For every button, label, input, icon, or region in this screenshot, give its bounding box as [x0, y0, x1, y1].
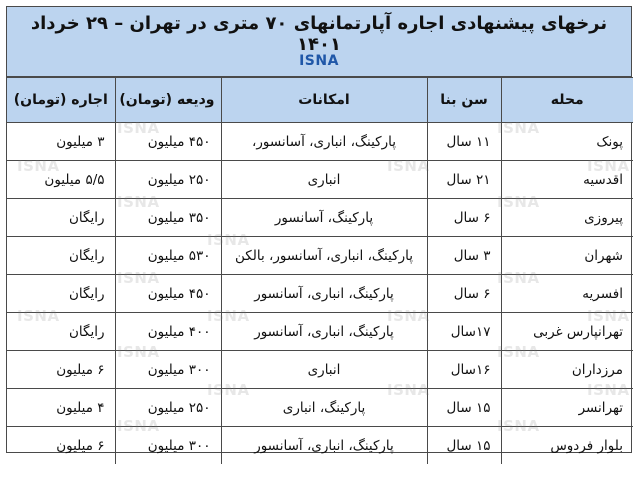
table-row	[7, 123, 633, 161]
isna-watermark: ISNA	[387, 157, 430, 175]
cell-neighborhood: پونک	[501, 123, 633, 161]
cell-deposit: ۲۵۰ میلیون	[115, 389, 221, 427]
cell-facilities: پارکینگ، انباری، آسانسور	[221, 313, 427, 351]
isna-watermark: ISNA	[497, 119, 540, 137]
cell-rent: ۵/۵ میلیون	[7, 161, 115, 199]
cell-neighborhood: تهرانپارس غربی	[501, 313, 633, 351]
cell-age: ۶ سال	[427, 199, 501, 237]
column-header-deposit: ودیعه (تومان)	[115, 78, 221, 123]
isna-watermark: ISNA	[17, 157, 60, 175]
isna-watermark: ISNA	[117, 269, 160, 287]
page-title: نرخهای پیشنهادی اجاره آپارتمانهای ۷۰ متری در تهران – ۲۹ خرداد ۱۴۰۱	[30, 13, 608, 55]
isna-watermark: ISNA	[387, 381, 430, 399]
column-header-neighborhood: محله	[501, 78, 633, 123]
cell-age: ۱۶سال	[427, 351, 501, 389]
cell-rent: رایگان	[7, 199, 115, 237]
cell-neighborhood: پیروزی	[501, 199, 633, 237]
isna-watermark: ISNA	[387, 307, 430, 325]
cell-neighborhood: تهرانسر	[501, 389, 633, 427]
cell-facilities: پارکینگ، انباری	[221, 389, 427, 427]
cell-rent: رایگان	[7, 237, 115, 275]
rent-table-card	[6, 6, 632, 453]
cell-facilities: پارکینگ، آسانسور	[221, 199, 427, 237]
isna-watermark: ISNA	[587, 157, 630, 175]
cell-facilities: انباری	[221, 351, 427, 389]
isna-watermark: ISNA	[497, 417, 540, 435]
isna-watermark: ISNA	[207, 381, 250, 399]
cell-age: ۱۵ سال	[427, 427, 501, 465]
table-body	[7, 123, 633, 465]
isna-watermark: ISNA	[117, 193, 160, 211]
cell-rent: رایگان	[7, 275, 115, 313]
column-header-age: سن بنا	[427, 78, 501, 123]
cell-age: ۲۱ سال	[427, 161, 501, 199]
cell-age: ۱۱ سال	[427, 123, 501, 161]
isna-watermark: ISNA	[497, 269, 540, 287]
isna-watermark: ISNA	[117, 417, 160, 435]
column-header-facilities: امکانات	[221, 78, 427, 123]
cell-neighborhood: افسریه	[501, 275, 633, 313]
isna-watermark: ISNA	[587, 381, 630, 399]
cell-neighborhood: مرزداران	[501, 351, 633, 389]
source-label: ISNA	[299, 53, 339, 69]
cell-deposit: ۳۰۰ میلیون	[115, 427, 221, 465]
cell-rent: ۴ میلیون	[7, 389, 115, 427]
table-header-band	[7, 7, 631, 77]
table-row	[7, 313, 633, 351]
cell-facilities: انباری	[221, 161, 427, 199]
cell-rent: ۳ میلیون	[7, 123, 115, 161]
isna-watermark: ISNA	[497, 193, 540, 211]
isna-watermark: ISNA	[117, 119, 160, 137]
cell-deposit: ۵۳۰ میلیون	[115, 237, 221, 275]
cell-rent: ۶ میلیون	[7, 351, 115, 389]
table-row	[7, 161, 633, 199]
cell-facilities: پارکینگ، انباری، آسانسور	[221, 275, 427, 313]
cell-age: ۱۵ سال	[427, 389, 501, 427]
isna-watermark: ISNA	[207, 231, 250, 249]
isna-watermark: ISNA	[497, 343, 540, 361]
cell-neighborhood: اقدسیه	[501, 161, 633, 199]
table-row	[7, 427, 633, 465]
isna-watermark: ISNA	[587, 307, 630, 325]
cell-rent: ۶ میلیون	[7, 427, 115, 465]
table-row	[7, 351, 633, 389]
cell-rent: رایگان	[7, 313, 115, 351]
isna-watermark: ISNA	[17, 307, 60, 325]
header-row	[7, 78, 633, 123]
cell-neighborhood: شهران	[501, 237, 633, 275]
cell-deposit: ۳۰۰ میلیون	[115, 351, 221, 389]
cell-age: ۶ سال	[427, 275, 501, 313]
cell-facilities: پارکینگ، انباری، آسانسور	[221, 427, 427, 465]
cell-deposit: ۴۵۰ میلیون	[115, 123, 221, 161]
cell-age: ۳ سال	[427, 237, 501, 275]
table-row	[7, 237, 633, 275]
cell-facilities: پارکینگ، انباری، آسانسور،	[221, 123, 427, 161]
cell-facilities: پارکینگ، انباری، آسانسور، بالکن	[221, 237, 427, 275]
cell-age: ۱۷سال	[427, 313, 501, 351]
cell-deposit: ۲۵۰ میلیون	[115, 161, 221, 199]
column-header-rent: اجاره (تومان)	[7, 78, 115, 123]
cell-deposit: ۳۵۰ میلیون	[115, 199, 221, 237]
isna-watermark: ISNA	[117, 343, 160, 361]
table-row	[7, 199, 633, 237]
cell-deposit: ۴۵۰ میلیون	[115, 275, 221, 313]
isna-watermark: ISNA	[207, 307, 250, 325]
table-row	[7, 389, 633, 427]
cell-neighborhood: بلوار فردوس	[501, 427, 633, 465]
table-row	[7, 275, 633, 313]
rent-table	[7, 77, 633, 464]
cell-deposit: ۴۰۰ میلیون	[115, 313, 221, 351]
